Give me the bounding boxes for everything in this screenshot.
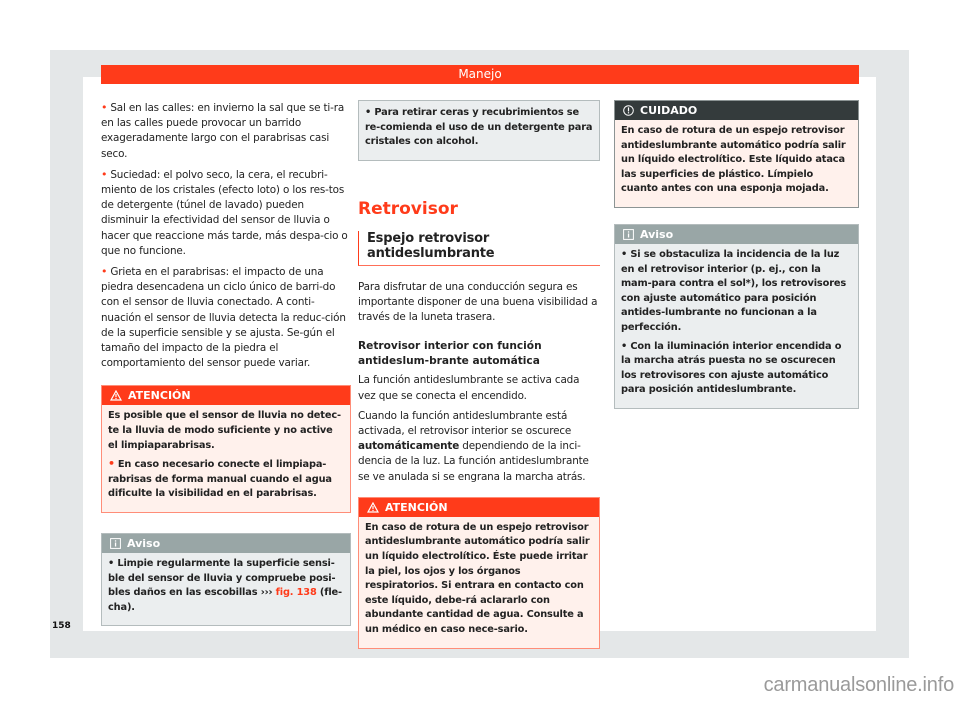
- subsection-title: Espejo retrovisor antideslumbrante: [358, 231, 600, 266]
- caution-text: En caso de rotura de un espejo retrovisor antideslumbrante automático podría salir un líquido electrolítico. Este líquido ataca las superficies de plástico. Límpielo cuanto antes con una esponja mojada.: [621, 125, 846, 195]
- warning-bullet: • En caso necesario conecte el limpiapa-rabrisas de forma manual cuando el agua dificulte la visibilidad en el parabrisas.: [108, 457, 332, 500]
- warning-triangle-icon: [110, 388, 122, 407]
- bullet-icon: •: [108, 457, 115, 471]
- chapter-header: Manejo: [101, 65, 859, 84]
- info-icon: [623, 227, 634, 246]
- note-bullet: • Si se obstaculiza la incidencia de la luz en el retrovisor interior (p. ej., con la mam-para contra el sol*), los retrovisores con ajuste automático para posición antides-lumbrante no funcionan a la perfección.: [621, 248, 847, 333]
- note-bullet: • Limpie regularmente la superficie sensi-ble del sensor de lluvia y compruebe posi-bles daños en las escobillas ››› fig. 138 (fle-cha).: [108, 558, 342, 613]
- column-2: [358, 100, 600, 659]
- page-number: 158: [52, 621, 71, 631]
- note-header: Aviso: [615, 225, 858, 244]
- bullet-icon: •: [101, 167, 108, 181]
- watermark: carmanualsonline.info: [763, 674, 954, 696]
- bullet-icon: •: [101, 265, 108, 279]
- bullet-icon: •: [101, 101, 108, 114]
- bullet-item: • Grieta en el parabrisas: el impacto de una piedra desencadena un ciclo único de barri-do con el sensor de lluvia conectado. A conti-nuación el sensor de lluvia detecta la reduc-ción de la superficie sensible y se ajusta. Se-gún el tamaño del impacto de la piedra el comportamiento del sensor puede variar.: [101, 265, 346, 370]
- bullet-item: • Sal en las calles: en invierno la sal que se ti-ra en las calles puede provocar un barrido exageradamente largo con el parabrisas casi seco.: [101, 101, 345, 160]
- info-icon: [110, 536, 121, 555]
- note-header: Aviso: [102, 534, 350, 553]
- warning-header: ATENCIÓN: [359, 498, 599, 517]
- note-box: [101, 533, 351, 626]
- column-1: [101, 100, 351, 636]
- column-3: [614, 100, 859, 419]
- note-box: [614, 224, 859, 409]
- paragraph: La función antideslumbrante se activa cada vez que se conecta el encendido.: [358, 374, 580, 402]
- caution-header: CUIDADO: [615, 101, 858, 120]
- note-bullet: • Con la iluminación interior encendida o la marcha atrás puesta no se oscurecen los retrovisores con ajuste automático para posición antideslumbrante.: [621, 340, 842, 396]
- topic-heading: Retrovisor interior con función antideslum-brante automática: [358, 340, 542, 368]
- intro-paragraph: Para disfrutar de una conducción segura es importante disponer de una buena visibilidad a través de la luneta trasera.: [358, 280, 598, 324]
- warning-text: Es posible que el sensor de lluvia no detec-te la lluvia de modo suficiente y no active el limpiaparabrisas.: [108, 410, 341, 451]
- warning-box: [101, 385, 351, 513]
- warning-triangle-icon: [367, 500, 379, 519]
- figure-link[interactable]: ››› fig. 138: [260, 587, 317, 599]
- warning-box: [358, 497, 600, 649]
- note-box-continued: [358, 100, 600, 161]
- warning-text: En caso de rotura de un espejo retrovisor antideslumbrante automático podría salir un líquido electrolítico. Éste puede irritar la piel, los ojos y los órganos respiratorios. Si entrara en contacto con este líquido, debe-rá aclararlo con abundante cantidad de agua. Consulte a un médico en caso nece-sario.: [365, 521, 590, 635]
- note-bullet: • Para retirar ceras y recubrimientos se re-comienda el uso de un detergente para cristales con alcohol.: [365, 107, 593, 148]
- paragraph: Cuando la función antideslumbrante está activada, el retrovisor interior se oscurece automáticamente dependiendo de la inci-dencia de la luz. La función antideslumbrante se ve anulada si se engrana la marcha atrás.: [358, 409, 589, 483]
- bullet-item: • Suciedad: el polvo seco, la cera, el recubri-miento de los cristales (efecto loto) o los res-tos de detergente (túnel de lavado) pueden disminuir la efectividad del sensor de lluvia o hacer que reaccione más tarde, más despa-cio o que no funcione.: [101, 167, 348, 257]
- warning-header: ATENCIÓN: [102, 386, 350, 405]
- caution-box: [614, 100, 859, 208]
- caution-circle-icon: [623, 103, 634, 122]
- section-title: Retrovisor: [358, 198, 458, 219]
